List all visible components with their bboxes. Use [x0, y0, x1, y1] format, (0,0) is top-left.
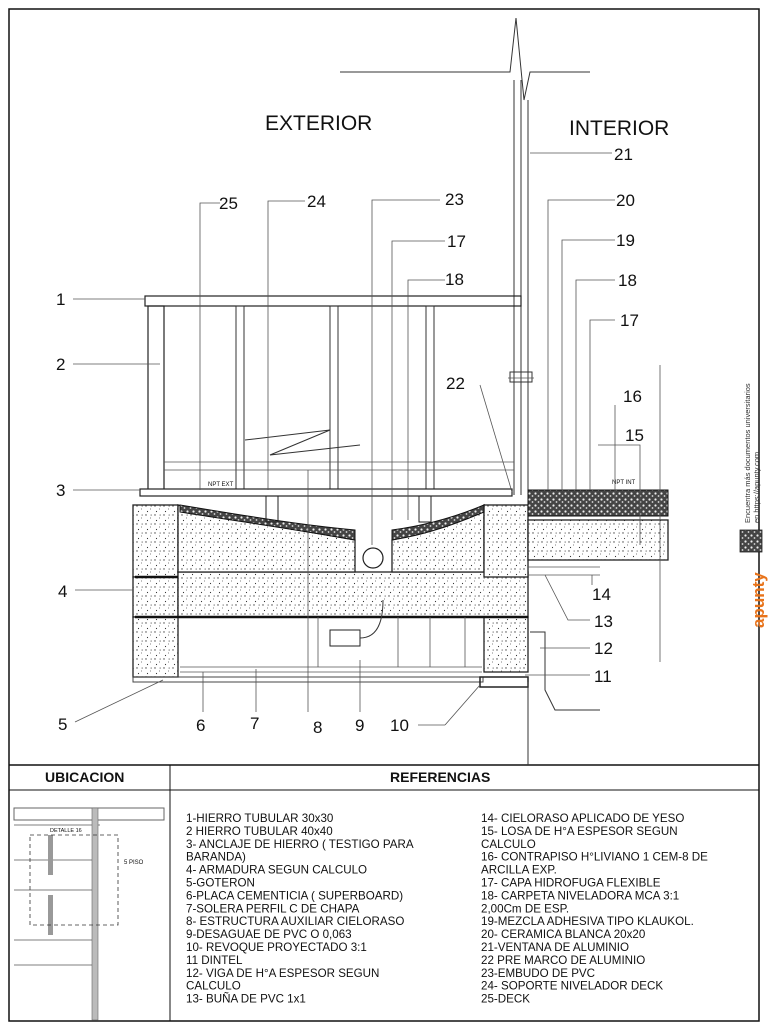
- interior-label: INTERIOR: [569, 117, 670, 140]
- callout-23: 23: [445, 190, 464, 209]
- reference-line: 17- CAPA HIDROFUGA FLEXIBLE: [481, 876, 661, 890]
- callout-19: 19: [616, 231, 635, 250]
- railing: [145, 296, 521, 492]
- deck-support-right: [419, 496, 431, 522]
- callout-6: 6: [196, 716, 206, 735]
- reference-line: 9-DESAGUAE DE PVC O 0,063: [186, 928, 352, 942]
- callout-15: 15: [625, 426, 644, 445]
- callout-17a: 17: [447, 232, 466, 251]
- reference-line: 12- VIGA DE H°A ESPESOR SEGUN: [186, 966, 380, 980]
- callout-22: 22: [446, 374, 465, 393]
- location-plan: [14, 808, 164, 1020]
- reference-line: 13- BUÑA DE PVC 1x1: [186, 992, 306, 1006]
- npt-int-label: NPT INT: [612, 480, 636, 486]
- callout-5: 5: [58, 715, 68, 734]
- callout-4: 4: [58, 582, 68, 601]
- callout-13: 13: [594, 612, 613, 631]
- callout-8: 8: [313, 718, 323, 737]
- reference-line: 11 DINTEL: [186, 953, 243, 967]
- callout-17b: 17: [620, 311, 639, 330]
- ubicacion-heading: UBICACION: [45, 769, 125, 785]
- references-left-column: [186, 812, 414, 1006]
- callout-1: 1: [56, 290, 66, 309]
- reference-line: 18- CARPETA NIVELADORA MCA 3:1: [481, 889, 680, 903]
- deck-board: [140, 489, 512, 496]
- callout-10: 10: [390, 716, 409, 735]
- callout-12: 12: [594, 639, 613, 658]
- piso-label: 5 PISO: [124, 860, 144, 866]
- qr-code-icon: [740, 530, 762, 552]
- reference-line: 4- ARMADURA SEGUN CALCULO: [186, 863, 368, 877]
- reference-line: 19-MEZCLA ADHESIVA TIPO KLAUKOL.: [481, 915, 694, 929]
- reference-line: 3- ANCLAJE DE HIERRO ( TESTIGO PARA: [186, 837, 414, 851]
- reference-line: 7-SOLERA PERFIL C DE CHAPA: [186, 902, 360, 916]
- callout-20: 20: [616, 191, 635, 210]
- reference-line: 16- CONTRAPISO H°LIVIANO 1 CEM-8 DE: [481, 850, 708, 864]
- detalle-label: DETALLE 16: [50, 828, 82, 834]
- reference-line: 14- CIELORASO APLICADO DE YESO: [481, 812, 685, 825]
- reference-line: 21-VENTANA DE ALUMINIO: [481, 941, 629, 954]
- callout-11: 11: [594, 667, 612, 686]
- reference-line: 15- LOSA DE H°A ESPESOR SEGUN: [481, 824, 678, 838]
- callout-21: 21: [614, 145, 633, 164]
- callout-25: 25: [219, 194, 238, 213]
- watermark-line1: Encuentra más documentos universitarios: [743, 383, 752, 523]
- reference-line: CALCULO: [186, 979, 241, 993]
- callout-18b: 18: [618, 271, 637, 290]
- reference-line: BARANDA): [186, 850, 246, 864]
- callout-16: 16: [623, 387, 642, 406]
- callout-14: 14: [592, 585, 611, 604]
- reference-line: 24- SOPORTE NIVELADOR DECK: [481, 979, 664, 993]
- reference-line: 22 PRE MARCO DE ALUMINIO: [481, 953, 646, 967]
- reference-line: 5-GOTERON: [186, 876, 255, 890]
- reference-line: 8- ESTRUCTURA AUXILIAR CIELORASO: [186, 915, 405, 929]
- reference-line: 1-HIERRO TUBULAR 30x30: [186, 812, 334, 825]
- watermark-brand: apunty: [749, 572, 768, 628]
- reference-line: ARCILLA EXP.: [481, 863, 557, 877]
- reference-line: 6-PLACA CEMENTICIA ( SUPERBOARD): [186, 889, 404, 903]
- callout-2: 2: [56, 355, 66, 374]
- reference-line: 25-DECK: [481, 992, 530, 1006]
- deck-support-left: [266, 496, 278, 522]
- callout-18a: 18: [445, 270, 464, 289]
- references-right-column: [481, 812, 708, 1006]
- npt-ext-label: NPT EXT: [208, 482, 234, 488]
- watermark-line2: en https://apunty.com: [752, 451, 761, 523]
- reference-line: 10- REVOQUE PROYECTADO 3:1: [186, 941, 367, 954]
- reference-line: 2,00Cm DE ESP.: [481, 902, 570, 916]
- callout-3: 3: [56, 481, 66, 500]
- callout-7: 7: [250, 714, 260, 733]
- window-frame-icon: [340, 18, 590, 495]
- reference-line: 20- CERAMICA BLANCA 20x20: [481, 928, 646, 942]
- callout-24: 24: [307, 192, 326, 211]
- apunty-watermark: [743, 383, 768, 628]
- exterior-label: EXTERIOR: [265, 112, 373, 135]
- ceiling-structure: [180, 617, 482, 672]
- concrete-slab: [133, 490, 668, 687]
- reference-line: CALCULO: [481, 837, 536, 851]
- reference-line: 2 HIERRO TUBULAR 40x40: [186, 824, 333, 838]
- callout-9: 9: [355, 716, 365, 735]
- referencias-heading: REFERENCIAS: [390, 769, 491, 785]
- reference-line: 23-EMBUDO DE PVC: [481, 966, 596, 980]
